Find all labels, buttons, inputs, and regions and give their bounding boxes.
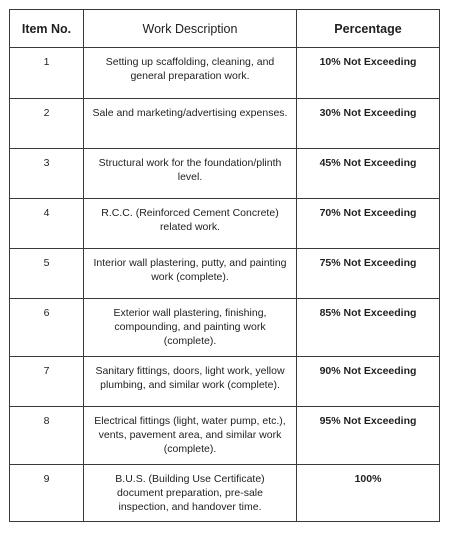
work-description: Setting up scaffolding, cleaning, and general preparation work.	[84, 48, 297, 99]
percentage-value: 90% Not Exceeding	[297, 357, 440, 407]
work-description: Structural work for the foundation/plinth level.	[84, 149, 297, 199]
item-number: 2	[10, 99, 84, 149]
table-row	[10, 357, 440, 407]
work-description: Sanitary fittings, doors, light work, yellow plumbing, and similar work (complete).	[84, 357, 297, 407]
table-row	[10, 149, 440, 199]
item-number: 7	[10, 357, 84, 407]
item-number: 6	[10, 299, 84, 357]
header-percentage: Percentage	[297, 10, 440, 48]
percentage-value: 85% Not Exceeding	[297, 299, 440, 357]
percentage-value: 45% Not Exceeding	[297, 149, 440, 199]
item-number: 9	[10, 465, 84, 522]
work-description: Interior wall plastering, putty, and painting work (complete).	[84, 249, 297, 299]
item-number: 5	[10, 249, 84, 299]
item-number: 8	[10, 407, 84, 465]
table-row	[10, 407, 440, 465]
percentage-value: 75% Not Exceeding	[297, 249, 440, 299]
work-description: R.C.C. (Reinforced Cement Concrete) related work.	[84, 199, 297, 249]
work-description: Exterior wall plastering, finishing, compounding, and painting work (complete).	[84, 299, 297, 357]
table-row	[10, 249, 440, 299]
header-item-no: Item No.	[10, 10, 84, 48]
percentage-value: 100%	[297, 465, 440, 522]
table-row	[10, 99, 440, 149]
table-row	[10, 199, 440, 249]
work-description: Sale and marketing/advertising expenses.	[84, 99, 297, 149]
item-number: 3	[10, 149, 84, 199]
work-schedule-table	[9, 9, 440, 522]
work-description: Electrical fittings (light, water pump, etc.), vents, pavement area, and similar work (complete).	[84, 407, 297, 465]
header-row	[10, 10, 440, 48]
table-row	[10, 48, 440, 99]
percentage-value: 70% Not Exceeding	[297, 199, 440, 249]
percentage-value: 10% Not Exceeding	[297, 48, 440, 99]
percentage-value: 95% Not Exceeding	[297, 407, 440, 465]
item-number: 1	[10, 48, 84, 99]
percentage-value: 30% Not Exceeding	[297, 99, 440, 149]
item-number: 4	[10, 199, 84, 249]
header-work-description: Work Description	[84, 10, 297, 48]
table-row	[10, 299, 440, 357]
table-row	[10, 465, 440, 522]
work-description: B.U.S. (Building Use Certificate) document preparation, pre-sale inspection, and handover time.	[84, 465, 297, 522]
